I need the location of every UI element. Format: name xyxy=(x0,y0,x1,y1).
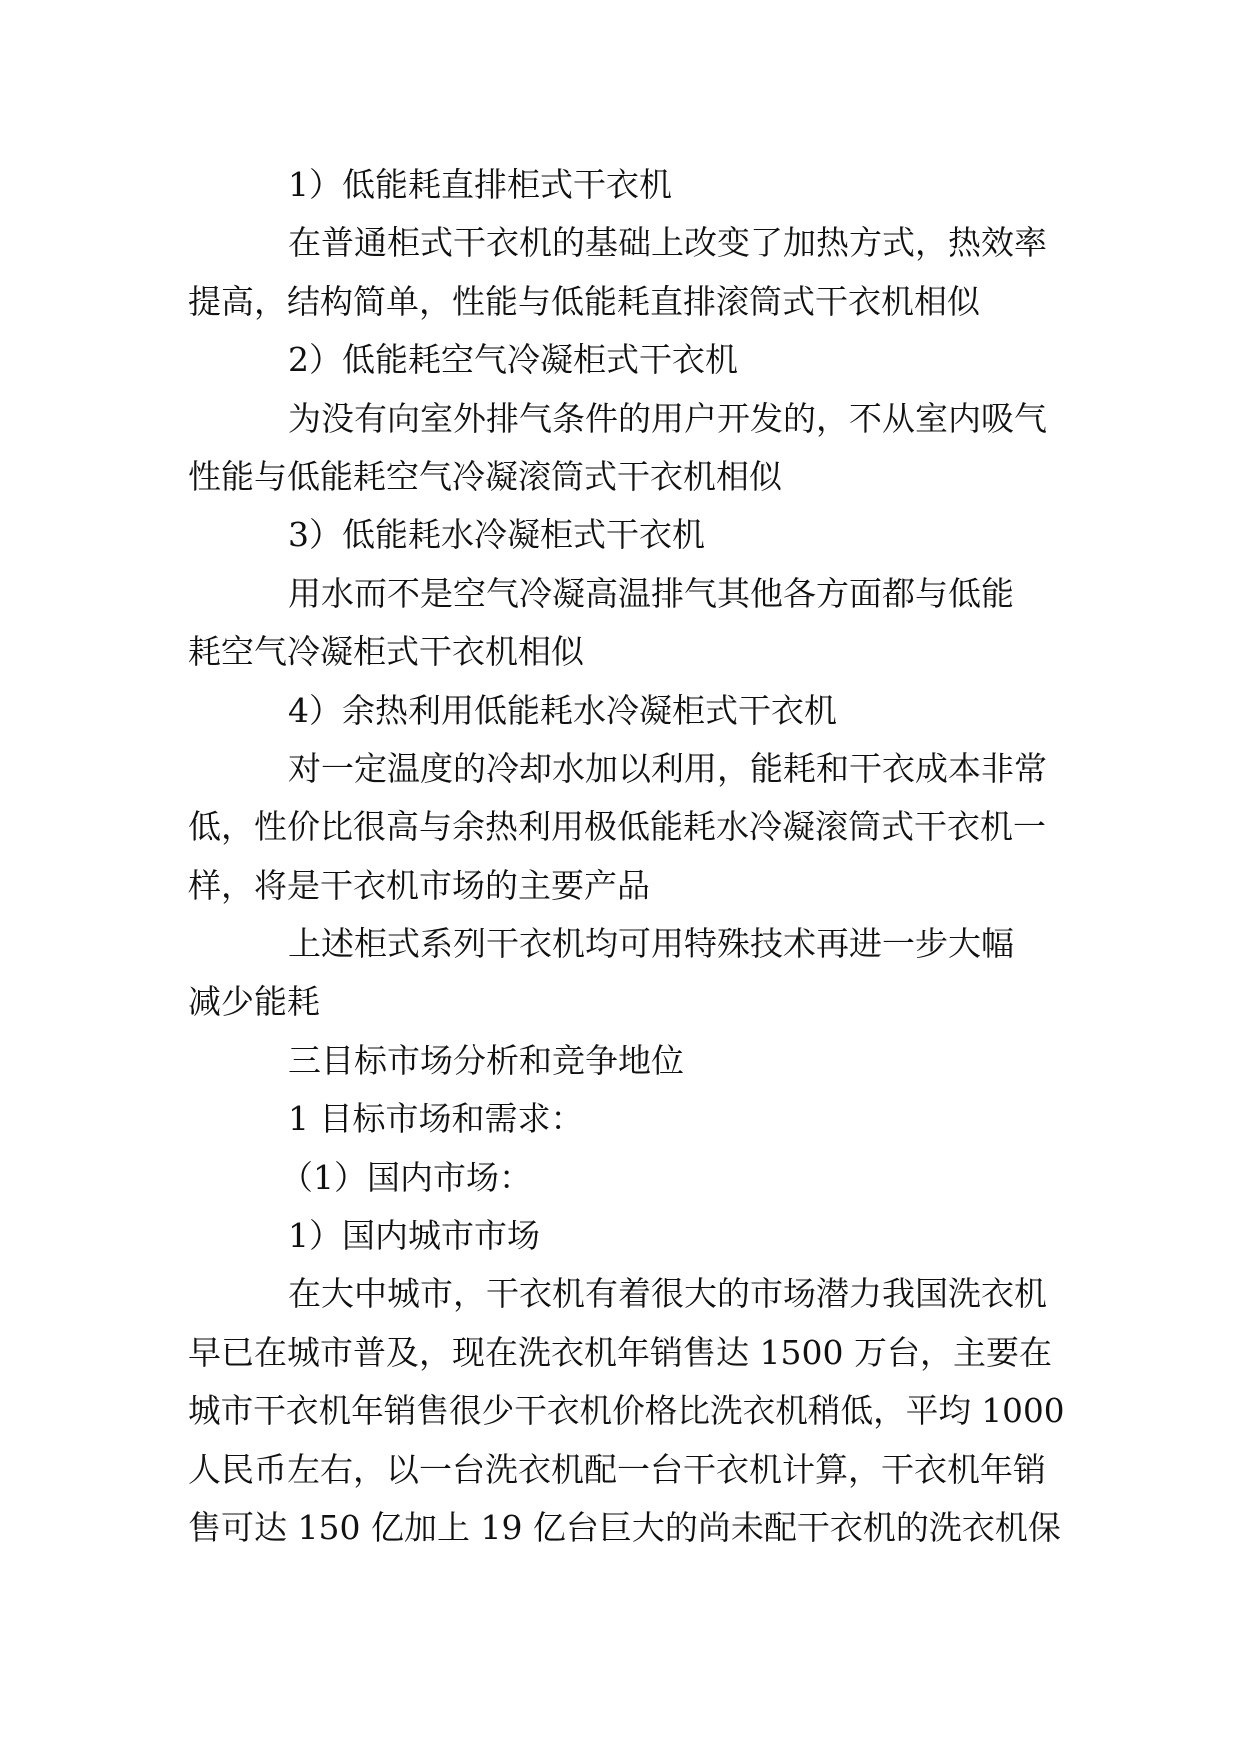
text-line: 三目标市场分析和竞争地位 xyxy=(288,1040,684,1080)
text-line: 减少能耗 xyxy=(188,982,320,1022)
text-line: 性能与低能耗空气冷凝滚筒式干衣机相似 xyxy=(188,456,782,496)
text-line: 售可达 150 亿加上 19 亿台巨大的尚未配干衣机的洗衣机保 xyxy=(188,1507,1061,1547)
text-line: 在大中城市，干衣机有着很大的市场潜力我国洗衣机 xyxy=(288,1274,1047,1314)
text-line: 1 目标市场和需求： xyxy=(288,1099,584,1139)
text-line: 用水而不是空气冷凝高温排气其他各方面都与低能 xyxy=(288,573,1014,613)
text-line: 3）低能耗水冷凝柜式干衣机 xyxy=(288,515,705,555)
text-line: 为没有向室外排气条件的用户开发的，不从室内吸气 xyxy=(288,398,1047,438)
text-line: 4）余热利用低能耗水冷凝柜式干衣机 xyxy=(288,690,837,730)
text-line: 样，将是干衣机市场的主要产品 xyxy=(188,865,650,905)
text-line: 上述柜式系列干衣机均可用特殊技术再进一步大幅 xyxy=(288,924,1014,964)
text-line: 低，性价比很高与余热利用极低能耗水冷凝滚筒式干衣机一 xyxy=(188,807,1046,847)
text-line: 在普通柜式干衣机的基础上改变了加热方式，热效率 xyxy=(288,223,1047,263)
text-line: 对一定温度的冷却水加以利用，能耗和干衣成本非常 xyxy=(288,748,1047,788)
document-body xyxy=(188,156,1064,1557)
text-line: 早已在城市普及，现在洗衣机年销售达 1500 万台，主要在 xyxy=(188,1332,1052,1372)
text-line: 耗空气冷凝柜式干衣机相似 xyxy=(188,632,584,672)
text-line: 1）低能耗直排柜式干衣机 xyxy=(288,165,672,204)
text-line: 人民币左右，以一台洗衣机配一台干衣机计算，干衣机年销 xyxy=(188,1449,1046,1489)
text-line: 2）低能耗空气冷凝柜式干衣机 xyxy=(288,340,738,380)
text-line: 1）国内城市市场 xyxy=(288,1216,540,1256)
text-line: 城市干衣机年销售很少干衣机价格比洗衣机稍低，平均 1000 xyxy=(188,1391,1065,1431)
text-line: 提高，结构简单，性能与低能耗直排滚筒式干衣机相似 xyxy=(188,281,980,321)
text-line: （1）国内市场： xyxy=(280,1157,532,1197)
